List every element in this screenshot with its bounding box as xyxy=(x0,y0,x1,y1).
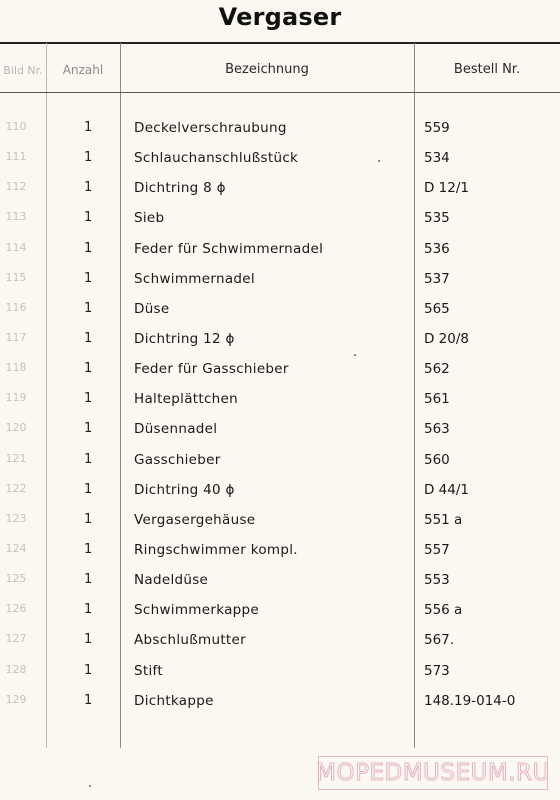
row-description: Nadeldüse xyxy=(134,572,209,589)
row-number: 114 xyxy=(5,240,27,254)
header-rule xyxy=(0,92,560,93)
row-description: Gasschieber xyxy=(134,451,221,468)
row-quantity: 1 xyxy=(84,692,93,708)
row-quantity: 1 xyxy=(84,210,93,226)
row-quantity: 1 xyxy=(84,451,93,467)
row-number: 129 xyxy=(5,692,27,706)
row-description: Ringschwimmer kompl. xyxy=(134,541,298,558)
column-header-nr: Bild Nr. xyxy=(3,64,43,77)
table-row xyxy=(0,540,560,570)
row-quantity: 1 xyxy=(84,120,93,135)
row-order-number: 537 xyxy=(424,270,450,287)
row-quantity: 1 xyxy=(84,240,93,256)
row-quantity: 1 xyxy=(84,602,93,618)
row-order-number: 560 xyxy=(424,451,450,468)
row-order-number: D 12/1 xyxy=(424,180,470,197)
row-quantity: 1 xyxy=(84,572,93,588)
row-description: Deckelverschraubung xyxy=(134,120,287,136)
row-order-number: 553 xyxy=(424,572,450,589)
row-number: 125 xyxy=(5,572,27,586)
print-speck xyxy=(378,160,380,162)
table-row xyxy=(0,570,560,600)
row-order-number: 561 xyxy=(424,391,450,408)
row-description: Düsennadel xyxy=(134,421,218,438)
row-quantity: 1 xyxy=(84,361,93,377)
row-number: 111 xyxy=(5,150,27,164)
row-quantity: 1 xyxy=(84,270,93,286)
row-order-number: 565 xyxy=(424,300,450,317)
row-number: 118 xyxy=(5,361,27,375)
row-quantity: 1 xyxy=(84,391,93,407)
row-quantity: 1 xyxy=(84,300,93,316)
row-description: Stift xyxy=(134,662,163,679)
row-description: Halteplättchen xyxy=(134,391,238,408)
row-description: Dichtkappe xyxy=(134,692,214,709)
table-row xyxy=(0,299,560,329)
row-order-number: 562 xyxy=(424,361,450,378)
table-row xyxy=(0,389,560,419)
table-row xyxy=(0,419,560,449)
row-number: 116 xyxy=(5,300,27,314)
table-row xyxy=(0,450,560,480)
row-quantity: 1 xyxy=(84,150,93,166)
row-number: 127 xyxy=(5,632,27,646)
row-description: Dichtring 8 ϕ xyxy=(134,180,226,197)
table-row xyxy=(0,359,560,389)
row-order-number: 535 xyxy=(424,210,450,227)
row-order-number: 567. xyxy=(424,632,455,649)
row-description: Schwimmernadel xyxy=(134,270,255,287)
table-row xyxy=(0,208,560,238)
table-row xyxy=(0,600,560,630)
row-order-number: D 20/8 xyxy=(424,330,470,347)
row-number: 115 xyxy=(5,270,27,284)
row-number: 110 xyxy=(5,120,27,133)
row-order-number: 556 a xyxy=(424,602,463,619)
row-description: Dichtring 40 ϕ xyxy=(134,481,235,498)
table-row xyxy=(0,510,560,540)
row-order-number: D 44/1 xyxy=(424,481,470,498)
row-order-number: 536 xyxy=(424,240,450,257)
row-quantity: 1 xyxy=(84,541,93,557)
row-number: 119 xyxy=(5,391,27,405)
row-order-number: 148.19-014-0 xyxy=(424,692,516,709)
watermark: MOPEDMUSEUM.RU xyxy=(318,756,548,790)
row-order-number: 573 xyxy=(424,662,450,679)
row-number: 122 xyxy=(5,481,27,495)
table-row xyxy=(0,661,560,691)
row-order-number: 563 xyxy=(424,421,450,438)
table-row xyxy=(0,118,560,148)
row-number: 123 xyxy=(5,511,27,525)
row-number: 121 xyxy=(5,451,27,465)
row-description: Feder für Gasschieber xyxy=(134,361,289,378)
row-number: 112 xyxy=(5,180,27,194)
row-description: Sieb xyxy=(134,210,165,227)
row-quantity: 1 xyxy=(84,421,93,437)
table-row xyxy=(0,239,560,269)
table-row xyxy=(0,269,560,299)
table-row xyxy=(0,148,560,178)
column-header-anzahl: Anzahl xyxy=(62,63,104,77)
row-description: Feder für Schwimmernadel xyxy=(134,240,324,257)
row-quantity: 1 xyxy=(84,662,93,678)
row-number: 128 xyxy=(5,662,27,676)
row-quantity: 1 xyxy=(84,330,93,346)
row-description: Dichtring 12 ϕ xyxy=(134,330,235,347)
parts-table xyxy=(0,118,560,721)
row-description: Vergasergehäuse xyxy=(134,511,256,528)
row-description: Abschlußmutter xyxy=(134,632,246,649)
table-row xyxy=(0,329,560,359)
top-rule xyxy=(0,42,560,44)
row-description: Schlauchanschlußstück xyxy=(134,150,299,167)
table-row xyxy=(0,178,560,208)
row-description: Schwimmerkappe xyxy=(134,602,259,619)
row-order-number: 534 xyxy=(424,150,450,167)
row-number: 120 xyxy=(5,421,27,435)
row-order-number: 557 xyxy=(424,541,450,558)
print-speck xyxy=(89,785,91,787)
row-quantity: 1 xyxy=(84,511,93,527)
column-header-bezeichnung: Bezeichnung xyxy=(225,62,309,77)
column-header-bestell-nr: Bestell Nr. xyxy=(453,62,521,77)
table-row xyxy=(0,630,560,660)
row-number: 126 xyxy=(5,602,27,616)
table-row xyxy=(0,691,560,721)
row-quantity: 1 xyxy=(84,180,93,196)
row-number: 117 xyxy=(5,330,27,344)
table-row xyxy=(0,480,560,510)
row-number: 124 xyxy=(5,541,27,555)
row-quantity: 1 xyxy=(84,632,93,648)
row-number: 113 xyxy=(5,210,27,224)
row-order-number: 559 xyxy=(424,120,450,136)
page-title: Vergaser xyxy=(218,3,342,31)
row-description: Düse xyxy=(134,300,170,317)
row-order-number: 551 a xyxy=(424,511,463,528)
row-quantity: 1 xyxy=(84,481,93,497)
print-speck xyxy=(354,354,356,356)
